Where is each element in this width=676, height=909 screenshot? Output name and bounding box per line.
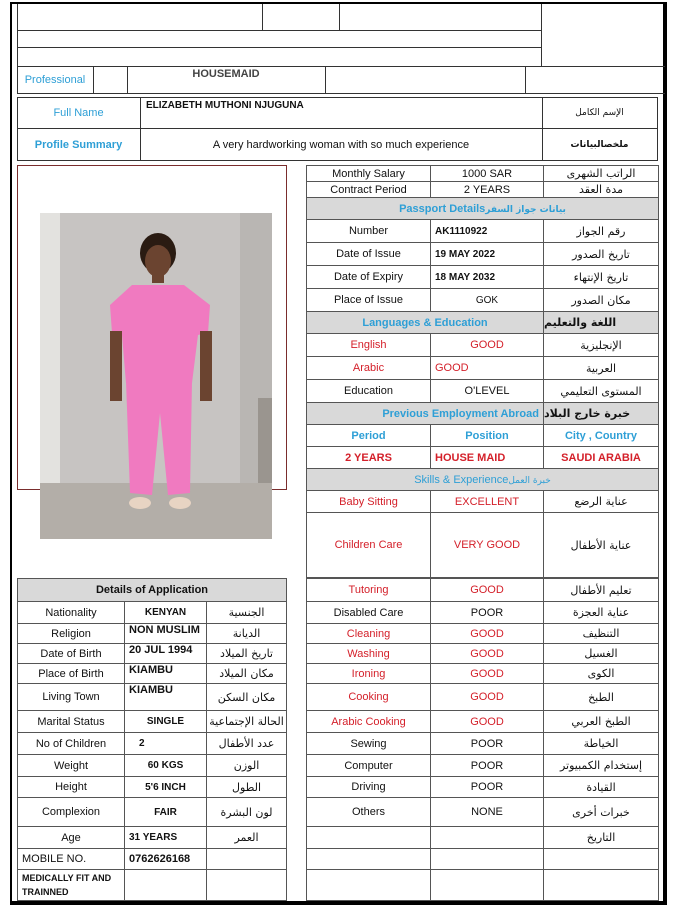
employment-period: 2 YEARS [307, 447, 431, 469]
profile-summary-text: A very hardworking woman with so much experience [212, 138, 470, 151]
contract-row-value: 2 YEARS [431, 182, 544, 198]
skill-row-ar: خبرات أخرى [544, 798, 659, 827]
language-row-value: GOOD [431, 334, 544, 357]
app-row-ar: لون البشرة [207, 798, 287, 827]
skill-row-value: GOOD [431, 684, 544, 711]
employment-location: SAUDI ARABIA [544, 447, 659, 469]
skills-title: Skills & Experience [414, 473, 509, 486]
app-row-label: Marital Status [18, 711, 125, 733]
skill-row-ar: التاريخ [544, 827, 659, 849]
app-row-ar: الطول [207, 777, 287, 798]
skill-row-value: GOOD [431, 664, 544, 684]
empty-cell [307, 849, 431, 870]
skill-row-label: Cleaning [307, 624, 431, 644]
candidate-photo [40, 213, 272, 539]
skill-row-value: POOR [431, 733, 544, 755]
passport-row-ar: تاريخ الصدور [544, 243, 659, 266]
skill-row-label: Cooking [307, 684, 431, 711]
language-row-label: English [307, 334, 431, 357]
medical-empty-cell [125, 870, 207, 901]
app-row-value: FAIR [125, 798, 207, 827]
app-row-label: Living Town [18, 684, 125, 711]
skill-row-label: Children Care [307, 513, 431, 578]
photo-frame [17, 165, 287, 490]
employment-position: HOUSE MAID [431, 447, 544, 469]
passport-row-value: 19 MAY 2022 [431, 243, 544, 266]
app-row-ar: الديانة [207, 624, 287, 644]
passport-section-header [307, 198, 659, 220]
contract-row-ar: مدة العقد [544, 182, 659, 198]
passport-row-value: GOK [431, 289, 544, 312]
application-table [17, 578, 287, 901]
application-title: Details of Application [18, 579, 287, 602]
skill-row-ar: عناية العجزة [544, 602, 659, 624]
candidate-photo-illustration [40, 213, 272, 539]
skill-row-label: Sewing [307, 733, 431, 755]
skills-section-header [307, 469, 659, 491]
app-row-ar: تاريخ الميلاد [207, 644, 287, 664]
language-row-ar: العربية [544, 357, 659, 380]
profile-summary-ar: ملخصالبيانات [570, 139, 629, 150]
app-row-label: Age [18, 827, 125, 849]
app-row-ar: العمر [207, 827, 287, 849]
app-row-value: 2 [125, 733, 207, 755]
profile-summary-label: Profile Summary [34, 138, 123, 151]
employment-title-ar: خبرة خارج البلاد [544, 403, 659, 425]
passport-row-value: 18 MAY 2032 [431, 266, 544, 289]
app-row-label: Religion [18, 624, 125, 644]
empty-cell [431, 849, 544, 870]
skill-row-value: POOR [431, 602, 544, 624]
medical-label-line-2: TRAINNED [22, 887, 69, 897]
professional-label: Professional [24, 74, 86, 86]
skill-row-label: Disabled Care [307, 602, 431, 624]
app-row-value: SINGLE [125, 711, 207, 733]
app-row-label: Date of Birth [18, 644, 125, 664]
app-row-value: KENYAN [125, 602, 207, 624]
app-row-label: Height [18, 777, 125, 798]
skill-row-label [307, 827, 431, 849]
full-name-label: Full Name [53, 107, 104, 119]
app-row-label: Weight [18, 755, 125, 777]
skill-row-value: VERY GOOD [431, 513, 544, 578]
skill-row-ar: الطبخ العربي [544, 711, 659, 733]
language-row-ar: المستوى التعليمي [544, 380, 659, 403]
skill-row-value: POOR [431, 755, 544, 777]
mobile-empty-cell [207, 849, 287, 870]
passport-row-label: Date of Expiry [307, 266, 431, 289]
skill-row-ar: إستخدام الكمبيوتر [544, 755, 659, 777]
skills-table-continued [306, 578, 659, 901]
app-row-ar: الوزن [207, 755, 287, 777]
app-row-ar: الحالة الإجتماعية [207, 711, 287, 733]
skill-row-ar: عناية الأطفال [544, 513, 659, 578]
language-row-value: O'LEVEL [431, 380, 544, 403]
language-row-label: Education [307, 380, 431, 403]
skill-row-label: Tutoring [307, 579, 431, 602]
skill-row-value: GOOD [431, 644, 544, 664]
languages-title: Languages & Education [307, 312, 544, 334]
empty-cell [544, 870, 659, 901]
skill-row-value: GOOD [431, 579, 544, 602]
mobile-value: 0762626168 [125, 849, 207, 870]
skill-row-label: Baby Sitting [307, 491, 431, 513]
languages-title-ar: اللغة والتعليم [544, 312, 659, 334]
contract-row-ar: الراتب الشهرى [544, 166, 659, 182]
app-row-label: Nationality [18, 602, 125, 624]
app-row-ar: عدد الأطفال [207, 733, 287, 755]
passport-row-label: Number [307, 220, 431, 243]
full-name-value: ELIZABETH MUTHONI NJUGUNA [146, 99, 304, 111]
skill-row-ar: الطبخ [544, 684, 659, 711]
skill-row-value: GOOD [431, 624, 544, 644]
empty-cell [431, 870, 544, 901]
skill-row-label: Ironing [307, 664, 431, 684]
employment-header-period: Period [307, 425, 431, 447]
passport-row-ar: مكان الصدور [544, 289, 659, 312]
skill-row-ar: التنظيف [544, 624, 659, 644]
app-row-ar: مكان السكن [207, 684, 287, 711]
contract-table [306, 165, 659, 578]
employment-header-location: City , Country [544, 425, 659, 447]
app-row-ar: مكان الميلاد [207, 664, 287, 684]
employment-header-position: Position [431, 425, 544, 447]
full-name-ar: الإسم الكامل [575, 108, 624, 118]
skill-row-label: Others [307, 798, 431, 827]
app-row-value: 20 JUL 1994 [125, 644, 207, 664]
mobile-label: MOBILE NO. [18, 849, 125, 870]
skill-row-value: NONE [431, 798, 544, 827]
passport-row-ar: رقم الجواز [544, 220, 659, 243]
passport-title: Passport Details [399, 202, 486, 215]
passport-row-label: Date of Issue [307, 243, 431, 266]
contract-row-label: Contract Period [307, 182, 431, 198]
skill-row-value: POOR [431, 777, 544, 798]
passport-row-label: Place of Issue [307, 289, 431, 312]
skill-row-label: Arabic Cooking [307, 711, 431, 733]
medical-label [18, 870, 125, 901]
medical-empty-cell [207, 870, 287, 901]
language-row-ar: الإنجليزية [544, 334, 659, 357]
skill-row-value [431, 827, 544, 849]
empty-cell [544, 849, 659, 870]
contract-row-value: 1000 SAR [431, 166, 544, 182]
skill-row-ar: الغسيل [544, 644, 659, 664]
position-value: HOUSEMAID [192, 68, 260, 80]
app-row-label: Place of Birth [18, 664, 125, 684]
app-row-ar: الجنسية [207, 602, 287, 624]
skill-row-ar: تعليم الأطفال [544, 579, 659, 602]
employment-title: Previous Employment Abroad [307, 403, 544, 425]
contract-row-label: Monthly Salary [307, 166, 431, 182]
language-row-label: Arabic [307, 357, 431, 380]
passport-row-value: AK1110922 [431, 220, 544, 243]
skills-title-ar: خبرة العمل [508, 475, 551, 486]
skill-row-label: Driving [307, 777, 431, 798]
passport-row-ar: تاريخ الإنتهاء [544, 266, 659, 289]
skill-row-label: Washing [307, 644, 431, 664]
app-row-label: Complexion [18, 798, 125, 827]
app-row-value: KIAMBU [125, 684, 207, 711]
skill-row-value: GOOD [431, 711, 544, 733]
app-row-value: KIAMBU [125, 664, 207, 684]
skill-row-label: Computer [307, 755, 431, 777]
app-row-value: 5'6 INCH [125, 777, 207, 798]
app-row-value: NON MUSLIM [125, 624, 207, 644]
empty-cell [307, 870, 431, 901]
skill-row-ar: الكوى [544, 664, 659, 684]
skill-row-ar: الخياطة [544, 733, 659, 755]
app-row-value: 31 YEARS [125, 827, 207, 849]
medical-label-line-1: MEDICALLY FIT AND [22, 873, 112, 883]
app-row-value: 60 KGS [125, 755, 207, 777]
language-row-value: GOOD [431, 357, 544, 380]
passport-title-ar: بيانات جواز السفر [485, 204, 566, 215]
app-row-label: No of Children [18, 733, 125, 755]
skill-row-value: EXCELLENT [431, 491, 544, 513]
skill-row-ar: القيادة [544, 777, 659, 798]
skill-row-ar: عناية الرضع [544, 491, 659, 513]
